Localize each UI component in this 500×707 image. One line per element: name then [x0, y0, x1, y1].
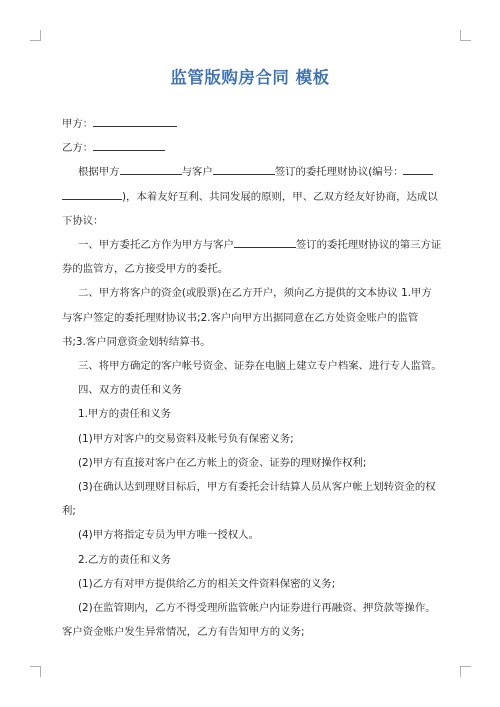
clause-3: 三、将甲方确定的客户帐号资金、证券在电脑上建立专户档案、进行专人监管。 [78, 360, 442, 373]
clause-2: 二、甲方将客户的资金(或股票)在乙方开户，须向乙方提供的文本协议 1.甲方与客户签定的委托理财协议书;2.客户向甲方出据同意在乙方处资金账户的监管书;3.客户同意资金划转结算书。 [62, 287, 432, 348]
party-b-duty-2: (2)在监管期内，乙方不得受理所监管帐户内证券进行再融资、押贷款等操作。客户资金账户发生异常情况，乙方有告知甲方的义务; [62, 602, 436, 639]
intro-text-3: 签订的委托理财协议(编号： [274, 166, 404, 179]
clause-1-text-2: 签订的委托理财协议的第三方证券的监管方，乙方接受甲方的委托。 [62, 239, 442, 276]
intro-text-1: 根据甲方 [78, 166, 120, 179]
clause-1-client-blank[interactable] [234, 235, 296, 248]
agreement-number-blank-2[interactable] [62, 187, 122, 200]
crop-mark-top-right [460, 30, 471, 41]
intro-client-blank[interactable] [213, 162, 275, 175]
party-a-duty-3: (3)在确认达到理财目标后，甲方有委托会计结算人员从客户帐上划转资金的权利; [62, 481, 436, 518]
crop-mark-top-left [30, 30, 41, 41]
party-b-blank[interactable] [93, 138, 165, 151]
party-a-blank[interactable] [93, 114, 177, 127]
party-a-label: 甲方： [62, 118, 94, 130]
party-b-line [62, 136, 442, 160]
intro-text-2: 与客户 [181, 166, 213, 179]
party-a-line [62, 112, 442, 136]
clause-1-text-1: 一、甲方委托乙方作为甲方与客户 [78, 239, 234, 252]
agreement-number-blank-1[interactable] [403, 162, 433, 175]
party-a-duty-1: (1)甲方对客户的交易资料及帐号负有保密义务; [78, 432, 294, 445]
document-body [62, 112, 442, 644]
clause-4: 四、双方的责任和义务 [78, 384, 182, 397]
crop-mark-bottom-right [460, 666, 471, 677]
document-title: 监管版购房合同 模板 [170, 68, 330, 87]
clause-1 [62, 233, 442, 281]
party-a-duty-4: (4)甲方将指定专员为甲方唯一授权人。 [78, 529, 259, 542]
party-a-duties-title: 1.甲方的责任和义务 [78, 408, 172, 421]
intro-paragraph [62, 160, 442, 233]
party-b-label: 乙方： [62, 142, 94, 155]
party-a-duty-2: (2)甲方有直接对客户在乙方帐上的资金、证券的理财操作权利; [78, 456, 367, 469]
crop-mark-bottom-left [30, 666, 41, 677]
party-b-duties-title: 2.乙方的责任和义务 [78, 553, 172, 566]
party-b-duty-1: (1)乙方有对甲方提供给乙方的相关文件资料保密的义务; [78, 577, 336, 590]
intro-party-a-blank[interactable] [120, 162, 182, 175]
intro-text-4: )，本着友好互利、共同发展的原则，甲、乙双方经友好协商，达成以下协议： [62, 190, 438, 227]
